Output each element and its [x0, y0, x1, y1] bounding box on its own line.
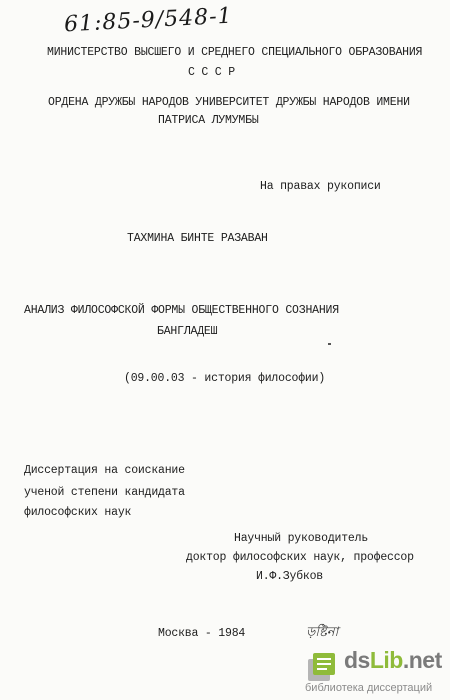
- degree-line-1: Диссертация на соискание: [24, 464, 185, 477]
- degree-line-2: ученой степени кандидата: [24, 486, 185, 499]
- degree-line-3: философских наук: [24, 506, 132, 519]
- ink-dot: [328, 343, 331, 345]
- author-signature: ড়ষ্টিনা: [306, 625, 339, 640]
- author-name: ТАХМИНА БИНТЕ РАЗАВАН: [127, 232, 268, 245]
- supervisor-role: Научный руководитель: [234, 532, 369, 545]
- supervisor-credentials: доктор философских наук, профессор: [186, 551, 414, 564]
- watermark-brand-lib: Lib: [369, 647, 403, 673]
- watermark-subtitle: библиотека диссертаций: [305, 682, 433, 694]
- watermark-brand[interactable]: [344, 647, 442, 674]
- ministry-line-1: МИНИСТЕРСТВО ВЫСШЕГО И СРЕДНЕГО СПЕЦИАЛЬНОГО ОБРАЗОВАНИЯ: [47, 46, 423, 59]
- university-line-1: ОРДЕНА ДРУЖБЫ НАРОДОВ УНИВЕРСИТЕТ ДРУЖБЫ НАРОДОВ ИМЕНИ: [48, 96, 410, 109]
- title-line-1: АНАЛИЗ ФИЛОСОФСКОЙ ФОРМЫ ОБЩЕСТВЕННОГО СОЗНАНИЯ: [24, 304, 339, 317]
- title-line-2: БАНГЛАДЕШ: [157, 325, 218, 338]
- watermark-brand-net: .net: [402, 647, 442, 673]
- handwritten-catalog-number: 61:85-9/548-1: [63, 3, 234, 38]
- city-year: Москва - 1984: [158, 627, 246, 640]
- ministry-line-2: С С С Р: [188, 66, 235, 79]
- university-line-2: ПАТРИСА ЛУМУМБЫ: [158, 114, 259, 127]
- specialty-code: (09.00.03 - история философии): [124, 372, 326, 385]
- dslib-logo-icon: [304, 649, 340, 685]
- supervisor-name: И.Ф.Зубков: [256, 570, 324, 583]
- watermark-brand-ds: ds: [344, 647, 370, 673]
- rights-note: На правах рукописи: [260, 180, 381, 193]
